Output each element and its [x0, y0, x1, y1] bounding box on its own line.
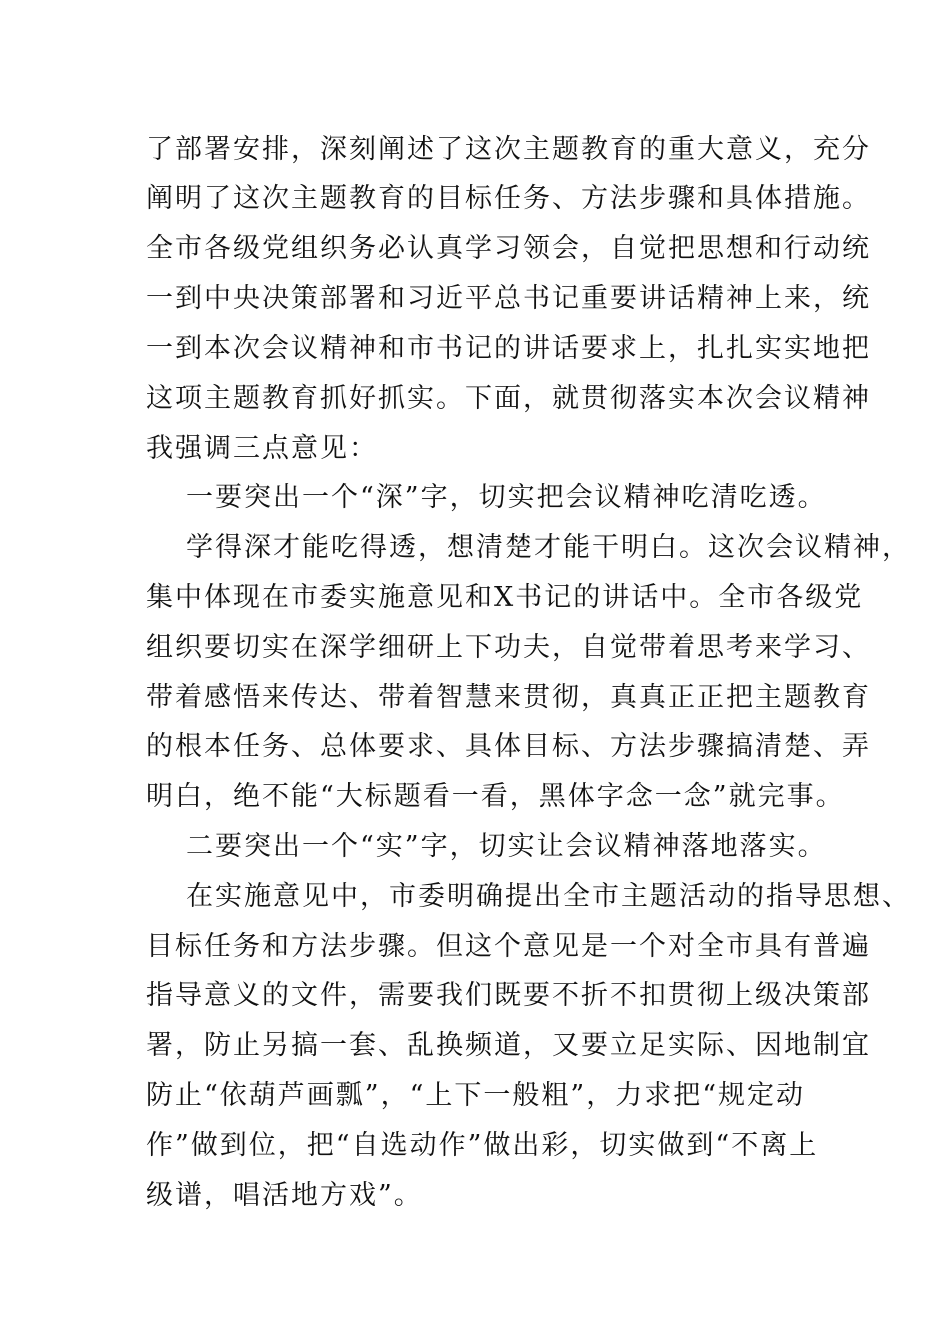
text-line: 的根本任务、总体要求、具体目标、方法步骤搞清楚、弄 [146, 731, 871, 762]
text-line: 带着感悟来传达、带着智慧来贯彻，真真正正把主题教育 [146, 682, 871, 713]
text-line: 集中体现在市委实施意见和X书记的讲话中。全市各级党 [146, 582, 864, 613]
text-line: 我强调三点意见： [146, 433, 378, 464]
section-heading-1: 一要突出一个“深”字，切实把会议精神吃清吃透。 [186, 482, 827, 513]
section-heading-2: 二要突出一个“实”字，切实让会议精神落地落实。 [186, 831, 827, 862]
text-line: 了部署安排，深刻阐述了这次主题教育的重大意义，充分 [146, 134, 871, 165]
text-line: 这项主题教育抓好抓实。下面，就贯彻落实本次会议精神 [146, 383, 871, 414]
text-line: 在实施意见中，市委明确提出全市主题活动的指导思想、 [186, 881, 911, 912]
text-line: 作”做到位，把“自选动作”做出彩，切实做到“不离上 [146, 1130, 819, 1161]
text-line: 组织要切实在深学细研上下功夫，自觉带着思考来学习、 [146, 632, 871, 663]
text-line: 目标任务和方法步骤。但这个意见是一个对全市具有普遍 [146, 931, 871, 962]
text-line: 学得深才能吃得透，想清楚才能干明白。这次会议精神， [186, 532, 911, 563]
text-line: 阐明了这次主题教育的目标任务、方法步骤和具体措施。 [146, 183, 871, 214]
text-line: 级谱，唱活地方戏”。 [146, 1180, 423, 1211]
text-line: 一到中央决策部署和习近平总书记重要讲话精神上来，统 [146, 283, 871, 314]
text-line: 防止“依葫芦画瓢”，“上下一般粗”，力求把“规定动 [146, 1080, 806, 1111]
text-line: 署，防止另搞一套、乱换频道，又要立足实际、因地制宜 [146, 1030, 871, 1061]
text-line: 一到本次会议精神和市书记的讲话要求上，扎扎实实地把 [146, 333, 871, 364]
text-line: 全市各级党组织务必认真学习领会，自觉把思想和行动统 [146, 233, 871, 264]
text-line: 明白，绝不能“大标题看一看，黑体字念一念”就完事。 [146, 781, 845, 812]
text-line: 指导意义的文件，需要我们既要不折不扣贯彻上级决策部 [146, 980, 871, 1011]
